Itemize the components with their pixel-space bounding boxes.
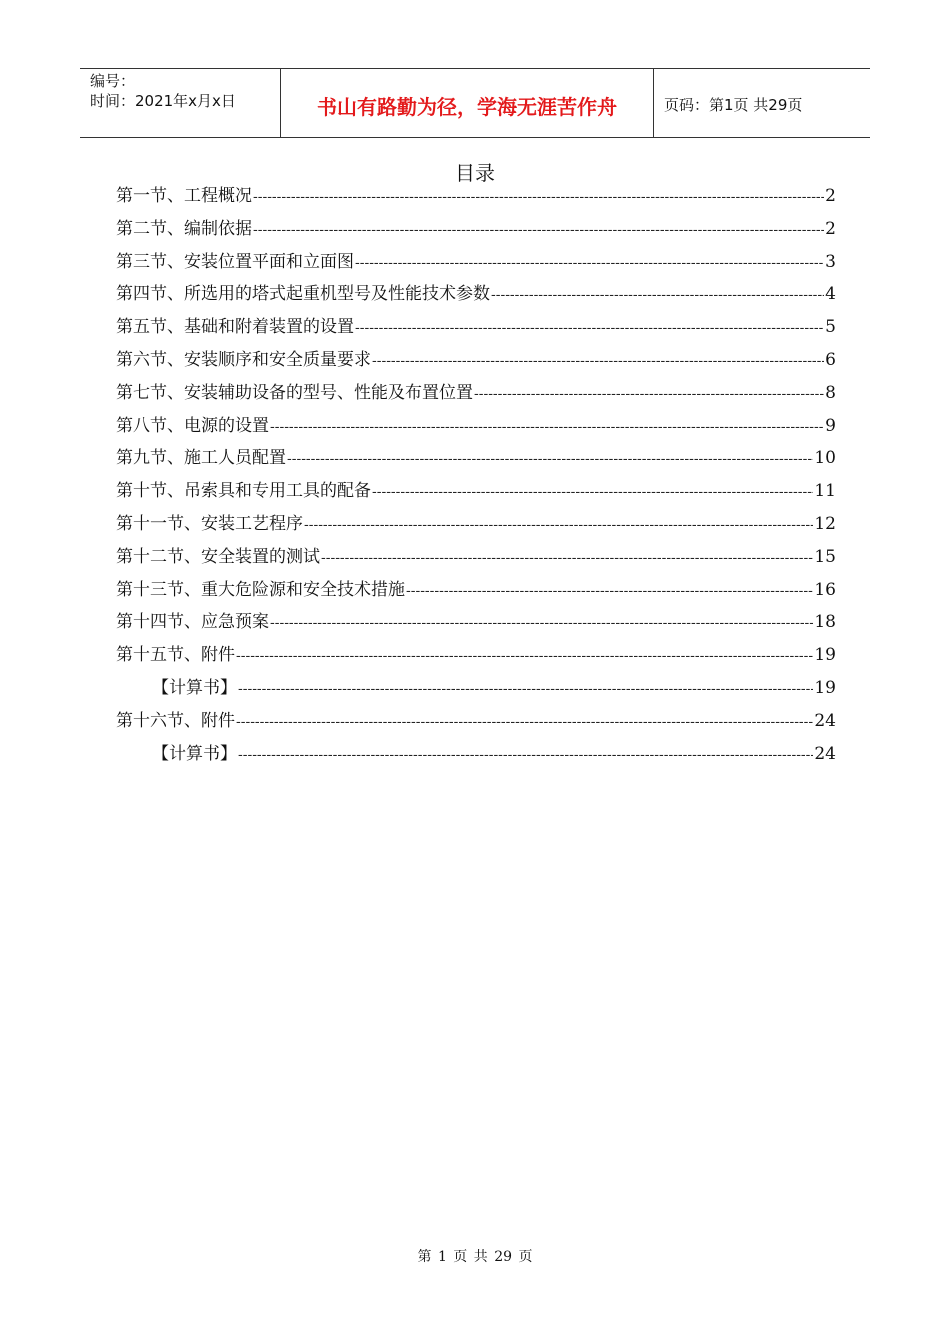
document-number-label: 编号： xyxy=(90,72,136,90)
toc-entry-page: 8 xyxy=(825,382,836,403)
toc-leader xyxy=(355,255,824,271)
toc-entry-label: 第一节、工程概况 xyxy=(116,186,252,206)
toc-leader xyxy=(238,747,813,763)
toc-entry-label: 第十二节、安全装置的测试 xyxy=(116,546,320,567)
toc-leader xyxy=(372,484,813,500)
toc-leader xyxy=(236,714,813,730)
header-info-cell xyxy=(80,69,281,137)
toc-entry-page: 19 xyxy=(814,677,836,698)
toc-title: 目录 xyxy=(455,161,495,185)
toc-leader xyxy=(355,320,824,336)
toc-entry-page: 3 xyxy=(825,251,836,272)
page-header xyxy=(80,68,870,138)
toc-entry-page: 2 xyxy=(825,218,836,239)
toc-entry[interactable] xyxy=(116,706,836,739)
toc-leader xyxy=(372,353,824,369)
toc-leader xyxy=(238,681,813,697)
toc-entry[interactable] xyxy=(116,640,836,673)
header-motto: 书山有路勤为径，学海无涯苦作舟 xyxy=(317,94,617,119)
toc-entry-label: 第三节、安装位置平面和立面图 xyxy=(116,251,354,272)
toc-leader xyxy=(321,550,813,566)
header-page-cell xyxy=(654,69,870,137)
toc-entry-label: 【计算书】 xyxy=(152,677,237,698)
toc-entry-label: 第八节、电源的设置 xyxy=(116,415,269,436)
toc-entry-page: 24 xyxy=(814,710,836,731)
toc-entry-page: 9 xyxy=(825,415,836,436)
toc-entry-page: 16 xyxy=(814,579,836,600)
toc-entry[interactable] xyxy=(116,279,836,312)
toc-leader xyxy=(304,517,813,533)
toc-entry-label: 第四节、所选用的塔式起重机型号及性能技术参数 xyxy=(116,284,490,305)
toc-entry-page: 11 xyxy=(814,481,836,502)
toc-entry-label: 第十六节、附件 xyxy=(116,710,235,731)
toc-entry-page: 18 xyxy=(814,612,836,633)
toc-entry-label: 【计算书】 xyxy=(152,743,237,764)
toc-entry[interactable] xyxy=(116,443,836,476)
toc-entry[interactable] xyxy=(116,247,836,280)
toc-entry-label: 第五节、基础和附着装置的设置 xyxy=(116,317,354,338)
header-page-code: 页码：第1页 共29页 xyxy=(664,95,803,114)
toc-entry-page: 2 xyxy=(825,186,836,206)
toc-entry[interactable] xyxy=(116,181,836,214)
toc-entry[interactable] xyxy=(116,476,836,509)
page-footer: 第 1 页 共 29 页 xyxy=(417,1249,533,1265)
toc-entry-label: 第十四节、应急预案 xyxy=(116,612,269,633)
toc-entry-page: 5 xyxy=(825,317,836,338)
toc-leader xyxy=(287,451,813,467)
toc-entry[interactable] xyxy=(116,575,836,608)
toc-subentry[interactable] xyxy=(116,673,836,706)
toc-leader xyxy=(236,648,813,664)
toc-entry-page: 4 xyxy=(825,284,836,305)
toc-entry-page: 10 xyxy=(814,448,836,469)
toc-entry-page: 24 xyxy=(814,743,836,764)
toc-entry[interactable] xyxy=(116,345,836,378)
header-motto-cell xyxy=(281,69,654,137)
toc-entry-label: 第六节、安装顺序和安全质量要求 xyxy=(116,349,371,370)
toc-entry[interactable] xyxy=(116,378,836,411)
toc-entry[interactable] xyxy=(116,607,836,640)
toc-entry[interactable] xyxy=(116,542,836,575)
toc-entry-label: 第十三节、重大危险源和安全技术措施 xyxy=(116,579,405,600)
toc-entry[interactable] xyxy=(116,509,836,542)
toc-leader xyxy=(270,615,813,631)
document-time-label: 时间：2021年x月x日 xyxy=(90,92,236,110)
toc-entry-label: 第七节、安装辅助设备的型号、性能及布置位置 xyxy=(116,382,473,403)
toc-leader xyxy=(270,419,824,435)
toc-entry-label: 第二节、编制依据 xyxy=(116,218,252,239)
toc-leader xyxy=(253,222,824,238)
toc-entry-page: 12 xyxy=(814,513,836,534)
toc-leader xyxy=(491,287,824,303)
toc-entry-label: 第十节、吊索具和专用工具的配备 xyxy=(116,481,371,502)
toc-leader xyxy=(406,583,813,599)
table-of-contents xyxy=(116,181,836,771)
toc-entry[interactable] xyxy=(116,312,836,345)
toc-subentry[interactable] xyxy=(116,739,836,772)
toc-entry[interactable] xyxy=(116,411,836,444)
toc-entry[interactable] xyxy=(116,214,836,247)
toc-entry-label: 第十一节、安装工艺程序 xyxy=(116,513,303,534)
toc-entry-page: 15 xyxy=(814,546,836,567)
toc-leader xyxy=(253,189,824,205)
toc-entry-label: 第九节、施工人员配置 xyxy=(116,448,286,469)
toc-entry-label: 第十五节、附件 xyxy=(116,645,235,666)
toc-leader xyxy=(474,386,824,402)
toc-entry-page: 19 xyxy=(814,645,836,666)
toc-entry-page: 6 xyxy=(825,349,836,370)
